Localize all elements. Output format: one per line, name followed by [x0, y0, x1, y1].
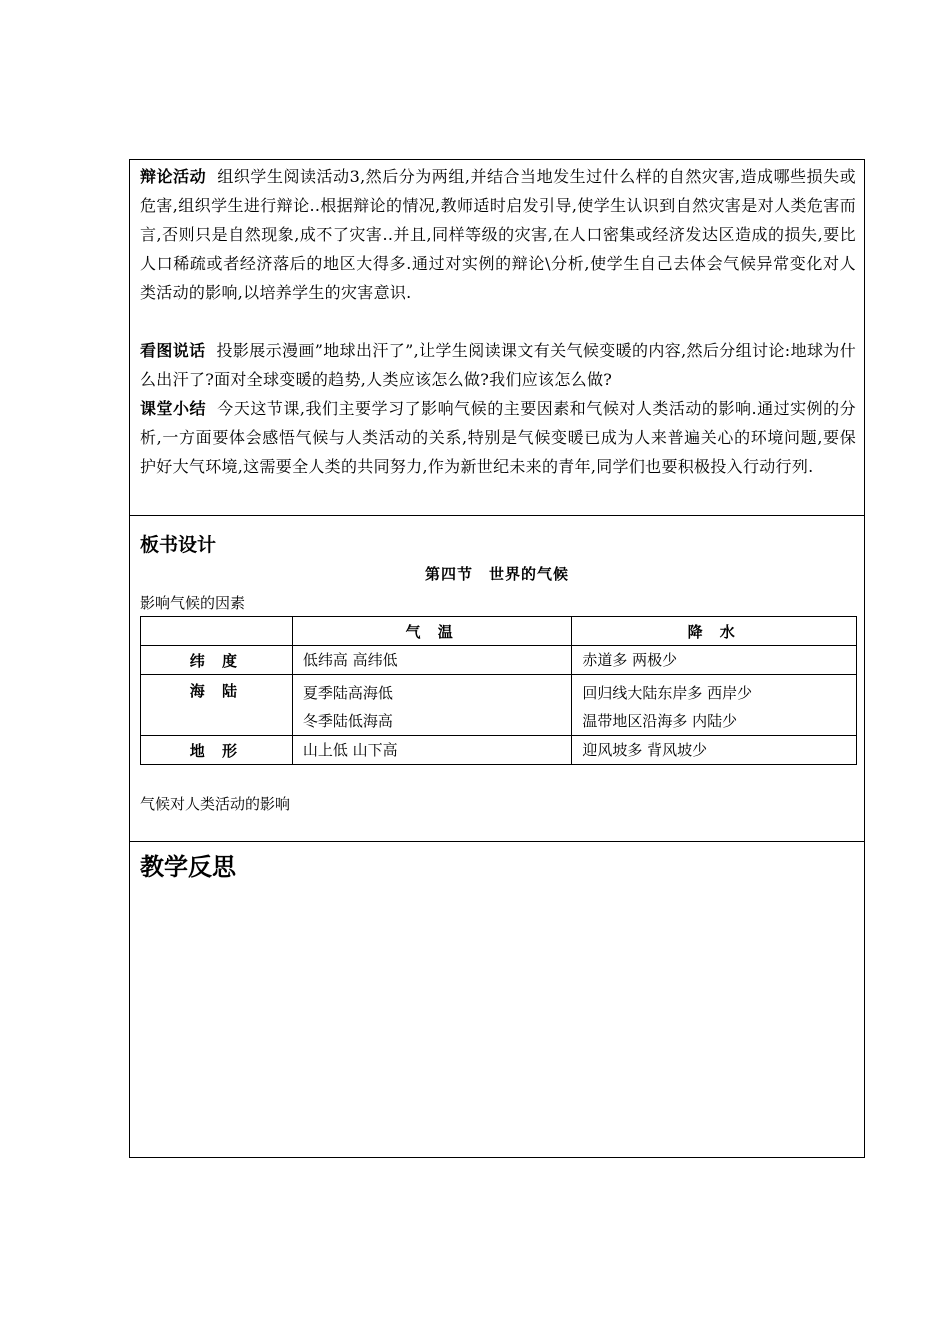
table-header-row [141, 617, 857, 646]
latitude-temperature: 低纬高 高纬低 [292, 646, 572, 675]
debate-activity-label: 辩论活动 [140, 167, 207, 186]
land-sea-precipitation-line: 回归线大陆东岸多 西岸少 [582, 684, 753, 702]
reflection-heading: 教学反思 [140, 852, 236, 881]
table-row [141, 675, 857, 736]
terrain-precipitation: 迎风坡多 背风坡少 [572, 736, 857, 765]
reflection-section [130, 842, 864, 1158]
summary-paragraph [140, 394, 856, 481]
board-title: 第四节 世界的气候 [424, 565, 569, 583]
impact-label: 气候对人类活动的影响 [140, 795, 291, 813]
factor-terrain: 地 形 [141, 736, 293, 765]
board-design-section [130, 516, 864, 842]
debate-activity-text: 组织学生阅读活动3,然后分为两组,并结合当地发生过什么样的自然灾害,造成哪些损失或危害,组织学生进行辩论..根据辩论的情况,教师适时启发引导,使学生认识到自然灾害是对人类危害而言,否则只是自然现象,成不了灾害..并且,同样等级的灾害,在人口密集或经济发达区造成的损失,要比人口稀疏或者经济落后的地区大得多.通过对实例的辩论\分析,使学生自己去体会气候异常变化对人类活动的影响,以培养学生的灾害意识. [140, 167, 856, 302]
summary-label: 课堂小结 [140, 399, 207, 418]
terrain-temperature: 山上低 山下高 [292, 736, 572, 765]
picture-talk-label: 看图说话 [140, 341, 206, 360]
table-header-empty [141, 617, 293, 646]
land-sea-temperature-line: 冬季陆低海高 [302, 712, 393, 730]
land-sea-temperature [292, 675, 572, 736]
board-design-heading: 板书设计 [140, 534, 217, 556]
land-sea-precipitation [572, 675, 857, 736]
table-header-temperature: 气 温 [292, 617, 572, 646]
climate-factors-table [140, 616, 857, 765]
factors-label: 影响气候的因素 [140, 594, 246, 612]
debate-activity-paragraph [140, 162, 856, 307]
table-header-precipitation: 降 水 [572, 617, 857, 646]
picture-talk-text: 投影展示漫画”地球出汗了”,让学生阅读课文有关气候变暖的内容,然后分组讨论:地球为什么出汗了?面对全球变暖的趋势,人类应该怎么做?我们应该怎么做? [140, 341, 857, 389]
factor-latitude: 纬 度 [141, 646, 293, 675]
activities-section [130, 160, 864, 516]
summary-text: 今天这节课,我们主要学习了影响气候的主要因素和气候对人类活动的影响.通过实例的分析,一方面要体会感悟气候与人类活动的关系,特别是气候变暖已成为人来普遍关心的环境问题,要保护好大气环境,这需要全人类的共同努力,作为新世纪未来的青年,同学们也要积极投入行动行列. [140, 399, 856, 476]
factor-land-sea: 海 陆 [141, 675, 293, 736]
land-sea-temperature-line: 夏季陆高海低 [302, 684, 393, 702]
table-row [141, 736, 857, 765]
land-sea-precipitation-line: 温带地区沿海多 内陆少 [582, 712, 738, 730]
table-row [141, 646, 857, 675]
latitude-precipitation: 赤道多 两极少 [572, 646, 857, 675]
lesson-plan-table [129, 159, 865, 1158]
picture-talk-paragraph [140, 336, 856, 394]
